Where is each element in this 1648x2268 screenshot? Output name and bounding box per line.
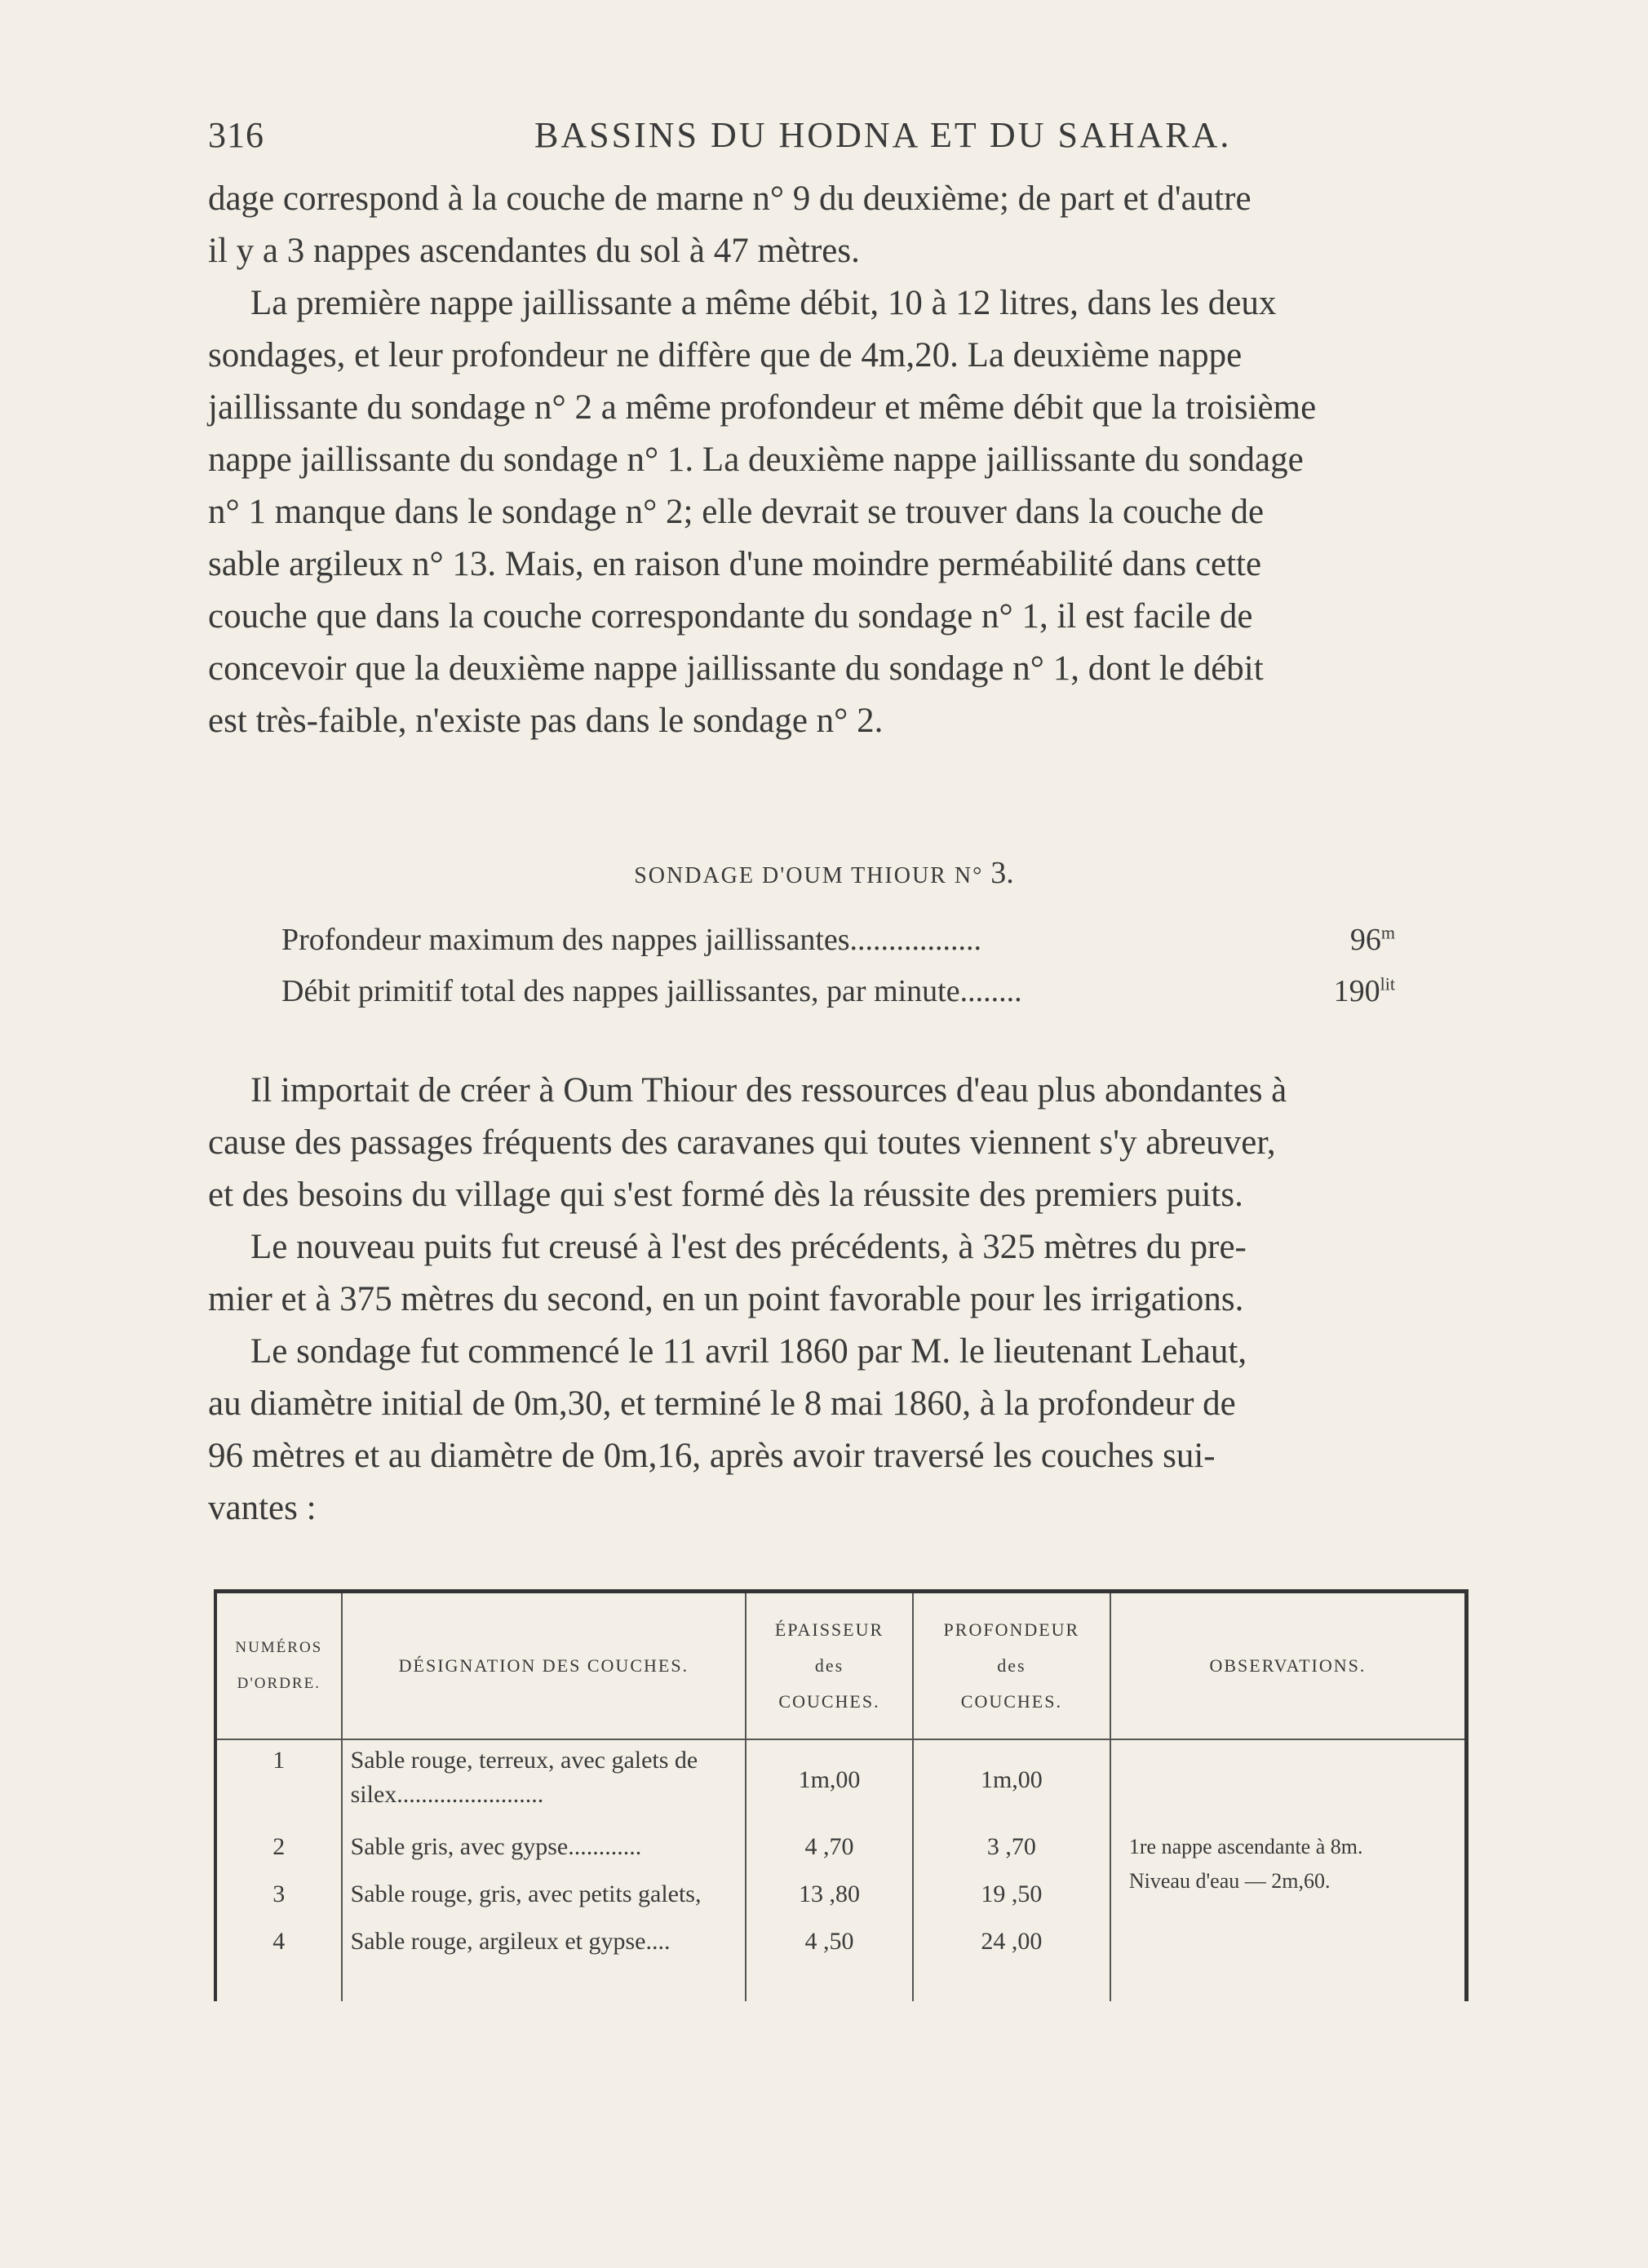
paragraph-2 — [208, 1065, 1469, 1535]
page-number: 316 — [208, 115, 264, 155]
text-line: sable argileux n° 13. Mais, en raison d'une moindre perméabilité dans cette — [208, 545, 1262, 583]
header-epaisseur: ÉPAISSEUR des COUCHES. — [746, 1592, 913, 1740]
text-line: est très-faible, n'existe pas dans le sondage n° 2. — [208, 702, 884, 740]
header-num: NUMÉROS D'ORDRE. — [215, 1592, 342, 1740]
text-line: 96 mètres et au diamètre de 0m,16, après avoir traversé les couches sui- — [208, 1437, 1216, 1475]
summary-flow — [281, 973, 1395, 1014]
text-line: Le sondage fut commencé le 11 avril 1860 par M. le lieutenant Lehaut, — [250, 1332, 1247, 1371]
text-line: et des besoins du village qui s'est formé dès la réussite des premiers puits. — [208, 1176, 1243, 1214]
table-row: 2 Sable gris, avec gypse............ 4 ,70 3 ,70 — [215, 1815, 1467, 1867]
text-line: vantes : — [208, 1489, 317, 1527]
table-row: 4 Sable rouge, argileux et gypse.... 4 ,50 24 ,00 — [215, 1915, 1467, 2001]
header-designation: DÉSIGNATION DES COUCHES. — [342, 1592, 746, 1740]
text-line: mier et à 375 mètres du second, en un point favorable pour les irrigations. — [208, 1280, 1244, 1318]
text-line: dage correspond à la couche de marne n° 9 du deuxième; de part et d'autre — [208, 179, 1252, 218]
table-row: 3 Sable rouge, gris, avec petits galets, 13 ,80 19 ,50 — [215, 1867, 1467, 1915]
observation-line: 1re nappe ascendante à 8m. — [1128, 1835, 1363, 1858]
text-line: couche que dans la couche correspondante du sondage n° 1, il est facile de — [208, 597, 1253, 636]
text-line: jaillissante du sondage n° 2 a même profondeur et même débit que la troisième — [208, 388, 1317, 427]
observation-line: Niveau d'eau — 2m,60. — [1128, 1869, 1331, 1893]
text-line: n° 1 manque dans le sondage n° 2; elle devrait se trouver dans la couche de — [208, 493, 1265, 531]
summary-depth-label: Profondeur maximum des nappes jaillissantes................. — [281, 923, 982, 957]
summary-flow-value: $190^{lit}$ — [1333, 973, 1395, 1008]
text-line: Il importait de créer à Oum Thiour des ressources d'eau plus abondantes à — [250, 1071, 1287, 1110]
summary-depth — [281, 922, 1395, 963]
header-profondeur: PROFONDEUR des COUCHES. — [913, 1592, 1110, 1740]
running-title: BASSINS DU HODNA ET DU SAHARA. — [534, 115, 1232, 155]
text-line: La première nappe jaillissante a même débit, 10 à 12 litres, dans les deux — [250, 284, 1277, 322]
header-observations: OBSERVATIONS. — [1110, 1592, 1467, 1740]
section-title — [0, 855, 1648, 891]
summary-depth-value: 96$^m$ — [1349, 922, 1395, 957]
text-line: au diamètre initial de 0m,30, et terminé le 8 mai 1860, à la profondeur de — [208, 1384, 1236, 1423]
text-line: Le nouveau puits fut creusé à l'est des précédents, à 325 mètres du pre- — [250, 1228, 1247, 1266]
text-line: nappe jaillissante du sondage n° 1. La deuxième nappe jaillissante du sondage — [208, 441, 1304, 479]
observations-cell — [1110, 1739, 1467, 2001]
text-line: cause des passages fréquents des caravanes qui toutes viennent s'y abreuver, — [208, 1123, 1276, 1162]
table-row: 1 Sable rouge, terreux, avec galets de silex........................ 1m,00 1m,00 1re nappe ascendante à 8m. Niveau d'eau — 2m,60. — [215, 1739, 1467, 1815]
running-head — [208, 114, 1440, 163]
section-number: 3. — [990, 856, 1014, 890]
paragraph-1 — [208, 173, 1469, 747]
text-line: concevoir que la deuxième nappe jaillissante du sondage n° 1, dont le débit — [208, 649, 1264, 688]
text-line: sondages, et leur profondeur ne diffère que de 4m,20. La deuxième nappe — [208, 336, 1243, 374]
text-line: il y a 3 nappes ascendantes du sol à 47 mètres. — [208, 232, 860, 270]
summary-flow-label: Débit primitif total des nappes jaillissantes, par minute........ — [281, 974, 1022, 1008]
strata-table — [214, 1589, 1469, 2001]
section-title-text: SONDAGE D'OUM THIOUR N° — [634, 863, 984, 888]
